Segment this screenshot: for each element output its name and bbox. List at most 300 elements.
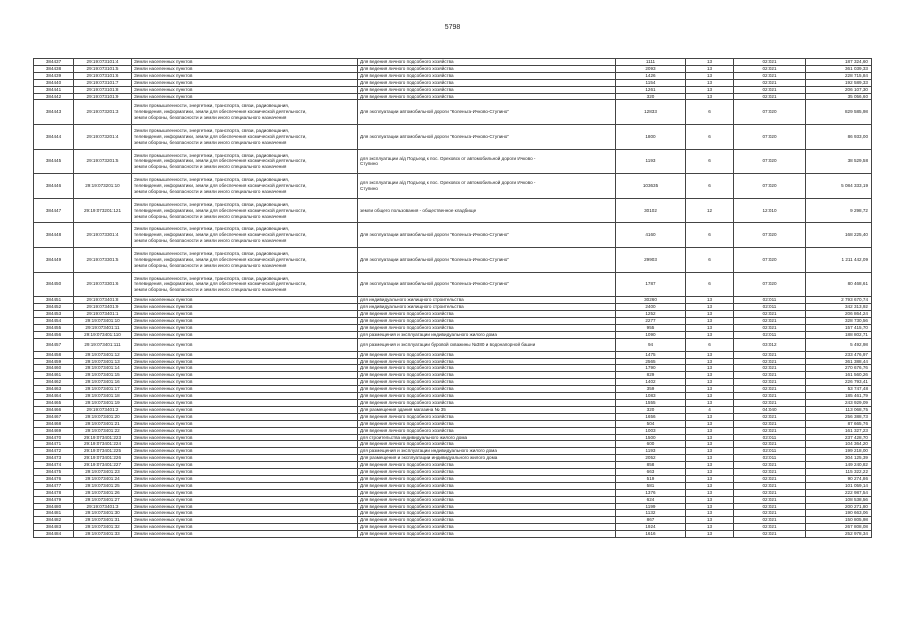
cell-z: 6 — [686, 125, 734, 150]
cell-id: 384450 — [34, 272, 74, 297]
land-cadastral-table — [33, 58, 872, 538]
cell-cad: 29:19:073101:7 — [74, 79, 132, 86]
table-row — [34, 331, 872, 338]
cell-code: 02:021 — [734, 393, 806, 400]
cell-cost: 188 802,71 — [806, 331, 872, 338]
cell-code: 02:011 — [734, 434, 806, 441]
cell-cost: 5 084 333,19 — [806, 174, 872, 199]
table-row — [34, 482, 872, 489]
cell-z: 4 — [686, 406, 734, 413]
cell-area: 2052 — [616, 455, 686, 462]
cell-cad: 29:19:073401:226 — [74, 455, 132, 462]
cell-cat: Земли населенных пунктов — [132, 297, 358, 304]
cell-cat: Земли промышленности, энергетики, транспорта, связи, радиовещания, телевидения, информатики, земли для обеспечения космической деятельности, земли обороны, безопасности и земли иного специального назначения — [132, 100, 358, 125]
cell-cad: 29:19:073401:8 — [74, 297, 132, 304]
cell-cost: 86 933,00 — [806, 125, 872, 150]
cell-area: 320 — [616, 406, 686, 413]
cell-cat: Земли населенных пунктов — [132, 469, 358, 476]
cell-id: 384467 — [34, 413, 74, 420]
cell-code: 07:020 — [734, 100, 806, 125]
cell-cad: 29:19:073201:5 — [74, 149, 132, 174]
cell-z: 13 — [686, 358, 734, 365]
cell-id: 384484 — [34, 531, 74, 538]
cell-cad: 29:19:073401:225 — [74, 448, 132, 455]
cell-cost: 252 978,34 — [806, 531, 872, 538]
cell-code: 02:021 — [734, 496, 806, 503]
cell-cat: Земли населенных пунктов — [132, 72, 358, 79]
cell-cat: Земли населенных пунктов — [132, 304, 358, 311]
cell-code: 02:021 — [734, 482, 806, 489]
cell-id: 384446 — [34, 174, 74, 199]
cell-cost: 226 793,41 — [806, 379, 872, 386]
cell-z: 13 — [686, 413, 734, 420]
cell-area: 600 — [616, 441, 686, 448]
cell-cad: 29:19:073401:30 — [74, 510, 132, 517]
cell-z: 13 — [686, 475, 734, 482]
cell-code: 02:011 — [734, 297, 806, 304]
table-row — [34, 86, 872, 93]
cell-cost: 328 730,56 — [806, 317, 872, 324]
cell-cad: 29:19:073401:224 — [74, 441, 132, 448]
cell-code: 02:021 — [734, 324, 806, 331]
cell-cost: 161 327,23 — [806, 427, 872, 434]
cell-cost: 829 585,98 — [806, 100, 872, 125]
cell-cost: 108 538,56 — [806, 496, 872, 503]
cell-id: 384476 — [34, 475, 74, 482]
cell-id: 384475 — [34, 469, 74, 476]
table-row — [34, 338, 872, 351]
cell-cat: Земли населенных пунктов — [132, 65, 358, 72]
cell-cost: 206 107,30 — [806, 86, 872, 93]
cell-code: 02:021 — [734, 372, 806, 379]
cell-cost: 157 415,70 — [806, 324, 872, 331]
cell-cad: 29:19:073401:9 — [74, 304, 132, 311]
cell-cad: 29:19:073401:1 — [74, 311, 132, 318]
table-row — [34, 434, 872, 441]
table-row — [34, 100, 872, 125]
table-row — [34, 93, 872, 100]
cell-code: 02:021 — [734, 386, 806, 393]
cell-area: 829 — [616, 372, 686, 379]
cell-cat: Земли населенных пунктов — [132, 441, 358, 448]
cell-id: 384478 — [34, 489, 74, 496]
cell-cat: Земли промышленности, энергетики, транспорта, связи, радиовещания, телевидения, информатики, земли для обеспечения космической деятельности, земли обороны, безопасности и земли иного специального назначения — [132, 125, 358, 150]
table-row — [34, 351, 872, 358]
cell-cost: 192 589,33 — [806, 79, 872, 86]
table-row — [34, 517, 872, 524]
cell-cat: Земли населенных пунктов — [132, 406, 358, 413]
cell-area: 519 — [616, 475, 686, 482]
cell-cad: 29:19:073401:17 — [74, 386, 132, 393]
cell-use: для строительства индивидуального жилого дома — [358, 434, 616, 441]
cell-cad: 29:19:073401:23 — [74, 469, 132, 476]
cell-cat: Земли промышленности, энергетики, транспорта, связи, радиовещания, телевидения, информатики, земли для обеспечения космической деятельности, земли обороны, безопасности и земли иного специального назначения — [132, 248, 358, 273]
cell-z: 13 — [686, 399, 734, 406]
cell-code: 02:021 — [734, 79, 806, 86]
table-row — [34, 297, 872, 304]
cell-area: 581 — [616, 482, 686, 489]
cell-area: 1111 — [616, 59, 686, 66]
cell-cat: Земли населенных пунктов — [132, 358, 358, 365]
table-row — [34, 311, 872, 318]
table-row — [34, 125, 872, 150]
cell-id: 384451 — [34, 297, 74, 304]
cell-cat: Земли населенных пунктов — [132, 372, 358, 379]
cell-code: 02:021 — [734, 503, 806, 510]
cell-z: 6 — [686, 149, 734, 174]
cell-cat: Земли населенных пунктов — [132, 93, 358, 100]
table-row — [34, 475, 872, 482]
cell-cost: 304 125,39 — [806, 455, 872, 462]
cell-id: 384460 — [34, 365, 74, 372]
cell-code: 02:021 — [734, 462, 806, 469]
cell-code: 02:011 — [734, 331, 806, 338]
cell-use: Для ведения личного подсобного хозяйства — [358, 379, 616, 386]
cell-id: 384463 — [34, 386, 74, 393]
cell-id: 384465 — [34, 399, 74, 406]
cell-cost: 168 225,40 — [806, 223, 872, 248]
cell-cost: 101 059,14 — [806, 482, 872, 489]
cell-id: 384480 — [34, 503, 74, 510]
cell-cost: 185 461,79 — [806, 393, 872, 400]
cell-id: 384459 — [34, 358, 74, 365]
cell-code: 02:021 — [734, 524, 806, 531]
cell-cost: 237 428,70 — [806, 434, 872, 441]
cell-cad: 29:19:073401:26 — [74, 489, 132, 496]
cell-use: Для ведения личного подсобного хозяйства — [358, 427, 616, 434]
cell-use: Для эксплуатации автомобильной дороги "Коленьга-Ичково-Ступино" — [358, 272, 616, 297]
cell-use: Для ведения личного подсобного хозяйства — [358, 386, 616, 393]
cell-cat: Земли населенных пунктов — [132, 420, 358, 427]
cell-z: 13 — [686, 386, 734, 393]
cell-cat: Земли населенных пунктов — [132, 79, 358, 86]
cell-cad: 29:19:073401:13 — [74, 358, 132, 365]
table-row — [34, 379, 872, 386]
table-row — [34, 304, 872, 311]
cell-area: 1500 — [616, 434, 686, 441]
table-row — [34, 455, 872, 462]
table-row — [34, 427, 872, 434]
cell-cost: 222 987,54 — [806, 489, 872, 496]
cell-z: 13 — [686, 531, 734, 538]
cell-use: Для ведения личного подсобного хозяйства — [358, 72, 616, 79]
cell-cost: 2 793 670,74 — [806, 297, 872, 304]
cell-id: 384471 — [34, 441, 74, 448]
cell-area: 2565 — [616, 358, 686, 365]
cell-area: 1402 — [616, 379, 686, 386]
cell-z: 12 — [686, 198, 734, 223]
table-row — [34, 65, 872, 72]
cell-z: 13 — [686, 441, 734, 448]
cell-use: для индивидуального жилищного строительства — [358, 304, 616, 311]
cell-id: 384482 — [34, 517, 74, 524]
cell-cost: 113 068,75 — [806, 406, 872, 413]
cell-use: Для ведения личного подсобного хозяйства — [358, 324, 616, 331]
cell-cost: 228 715,84 — [806, 72, 872, 79]
cell-z: 13 — [686, 503, 734, 510]
cell-z: 13 — [686, 86, 734, 93]
cell-cad: 29:19:073401:20 — [74, 413, 132, 420]
cell-z: 6 — [686, 223, 734, 248]
cell-code: 02:021 — [734, 441, 806, 448]
cell-use: Для ведения личного подсобного хозяйства — [358, 317, 616, 324]
cell-cat: Земли населенных пунктов — [132, 448, 358, 455]
cell-code: 07:020 — [734, 248, 806, 273]
cell-cad: 29:19:073401:227 — [74, 462, 132, 469]
cell-z: 13 — [686, 379, 734, 386]
cell-use: Для эксплуатации автомобильной дороги "Коленьга-Ичково-Ступино" — [358, 100, 616, 125]
cell-cat: Земли населенных пунктов — [132, 434, 358, 441]
cell-cat: Земли населенных пунктов — [132, 524, 358, 531]
cell-cost: 150 805,98 — [806, 517, 872, 524]
cell-use: Для ведения личного подсобного хозяйства — [358, 365, 616, 372]
cell-area: 1083 — [616, 393, 686, 400]
cell-area: 504 — [616, 420, 686, 427]
cell-cost: 90 274,86 — [806, 475, 872, 482]
cell-code: 02:021 — [734, 510, 806, 517]
cell-id: 384479 — [34, 496, 74, 503]
cell-cat: Земли населенных пунктов — [132, 331, 358, 338]
cell-area: 103635 — [616, 174, 686, 199]
cell-area: 359 — [616, 386, 686, 393]
cell-cat: Земли населенных пунктов — [132, 317, 358, 324]
table-row — [34, 372, 872, 379]
cell-area: 2400 — [616, 304, 686, 311]
cell-area: 94 — [616, 338, 686, 351]
cell-id: 384442 — [34, 93, 74, 100]
cell-cost: 149 240,82 — [806, 462, 872, 469]
cell-cat: Земли промышленности, энергетики, транспорта, связи, радиовещания, телевидения, информатики, земли для обеспечения космической деятельности, земли обороны, безопасности и земли иного специального назначения — [132, 198, 358, 223]
cell-use: Для ведения личного подсобного хозяйства — [358, 79, 616, 86]
cell-area: 4160 — [616, 223, 686, 248]
table-row — [34, 496, 872, 503]
cell-z: 6 — [686, 338, 734, 351]
cell-cad: 29:19:073101:6 — [74, 72, 132, 79]
cell-cat: Земли населенных пунктов — [132, 413, 358, 420]
cell-cad: 29:19:073401:11 — [74, 324, 132, 331]
cell-z: 6 — [686, 174, 734, 199]
table-row — [34, 413, 872, 420]
cell-cad: 29:19:073301:6 — [74, 272, 132, 297]
cell-id: 384453 — [34, 311, 74, 318]
cell-cat: Земли населенных пунктов — [132, 462, 358, 469]
cell-cad: 29:19:073101:8 — [74, 86, 132, 93]
cell-code: 02:021 — [734, 379, 806, 386]
cell-cad: 29:19:073401:2 — [74, 406, 132, 413]
cell-cost: 270 676,76 — [806, 365, 872, 372]
cell-id: 384461 — [34, 372, 74, 379]
cell-cad: 29:19:073401:223 — [74, 434, 132, 441]
cell-z: 13 — [686, 448, 734, 455]
cell-area: 858 — [616, 462, 686, 469]
cell-cat: Земли населенных пунктов — [132, 455, 358, 462]
cell-id: 384458 — [34, 351, 74, 358]
cell-id: 384439 — [34, 72, 74, 79]
table-row — [34, 358, 872, 365]
table-row — [34, 365, 872, 372]
cell-code: 02:021 — [734, 311, 806, 318]
cell-area: 1787 — [616, 272, 686, 297]
cell-use: для размещения и эксплуатации индивидуального жилого дома — [358, 331, 616, 338]
cell-id: 384456 — [34, 331, 74, 338]
cell-cat: Земли населенных пунктов — [132, 489, 358, 496]
cell-area: 1924 — [616, 524, 686, 531]
cell-area: 1426 — [616, 72, 686, 79]
cell-z: 13 — [686, 489, 734, 496]
cell-z: 13 — [686, 324, 734, 331]
table-row — [34, 198, 872, 223]
cell-z: 13 — [686, 462, 734, 469]
cell-cat: Земли промышленности, энергетики, транспорта, связи, радиовещания, телевидения, информатики, земли для обеспечения космической деятельности, земли обороны, безопасности и земли иного специального назначения — [132, 272, 358, 297]
cell-code: 02:021 — [734, 72, 806, 79]
cell-area: 1193 — [616, 149, 686, 174]
cell-cad: 29:19:073201:4 — [74, 125, 132, 150]
table-row — [34, 503, 872, 510]
cell-area: 12833 — [616, 100, 686, 125]
cell-id: 384437 — [34, 59, 74, 66]
cell-id: 384472 — [34, 448, 74, 455]
cell-z: 13 — [686, 331, 734, 338]
cell-id: 384452 — [34, 304, 74, 311]
cell-area: 29903 — [616, 248, 686, 273]
cell-use: Для эксплуатации автомобильной дороги "Коленьга-Ичково-Ступино" — [358, 223, 616, 248]
cell-id: 384473 — [34, 455, 74, 462]
cell-area: 1154 — [616, 79, 686, 86]
cell-code: 02:011 — [734, 448, 806, 455]
cell-code: 02:021 — [734, 351, 806, 358]
cell-cat: Земли населенных пунктов — [132, 311, 358, 318]
cell-area: 1132 — [616, 510, 686, 517]
table-row — [34, 223, 872, 248]
table-row — [34, 531, 872, 538]
cell-use: Для ведения личного подсобного хозяйства — [358, 86, 616, 93]
cell-cad: 29:19:073201:121 — [74, 198, 132, 223]
table-row — [34, 469, 872, 476]
cell-cat: Земли населенных пунктов — [132, 427, 358, 434]
cell-cat: Земли населенных пунктов — [132, 503, 358, 510]
table-row — [34, 393, 872, 400]
cell-id: 384457 — [34, 338, 74, 351]
cell-cat: Земли населенных пунктов — [132, 86, 358, 93]
table-row — [34, 324, 872, 331]
cell-cost: 5 492,98 — [806, 338, 872, 351]
cell-area: 30260 — [616, 297, 686, 304]
cell-id: 384440 — [34, 79, 74, 86]
cell-use: Для ведения личного подсобного хозяйства — [358, 372, 616, 379]
cell-code: 02:021 — [734, 469, 806, 476]
table-row — [34, 524, 872, 531]
cell-use: для размещения и эксплуатации буровой скважины №380 и водонапорной башни — [358, 338, 616, 351]
table-row — [34, 406, 872, 413]
cell-code: 07:020 — [734, 272, 806, 297]
table-row — [34, 79, 872, 86]
cell-id: 384481 — [34, 510, 74, 517]
cell-z: 13 — [686, 496, 734, 503]
cell-code: 07:020 — [734, 149, 806, 174]
cell-cad: 29:19:073201:3 — [74, 100, 132, 125]
cell-area: 1790 — [616, 365, 686, 372]
cell-id: 384469 — [34, 427, 74, 434]
cell-code: 03:012 — [734, 338, 806, 351]
cell-use: Для ведения личного подсобного хозяйства — [358, 482, 616, 489]
cell-cat: Земли промышленности, энергетики, транспорта, связи, радиовещания, телевидения, информатики, земли для обеспечения космической деятельности, земли обороны, безопасности и земли иного специального назначения — [132, 223, 358, 248]
cell-code: 02:021 — [734, 489, 806, 496]
cell-code: 02:021 — [734, 86, 806, 93]
cell-use: Для ведения личного подсобного хозяйства — [358, 399, 616, 406]
cell-area: 320 — [616, 93, 686, 100]
cell-code: 02:021 — [734, 399, 806, 406]
cell-use: Для ведения личного подсобного хозяйства — [358, 59, 616, 66]
cell-cad: 29:19:073101:9 — [74, 93, 132, 100]
cell-id: 384477 — [34, 482, 74, 489]
cell-cad: 29:19:073401:19 — [74, 399, 132, 406]
cell-use: Для эксплуатации автомобильной дороги "Коленьга-Ичково-Ступино" — [358, 248, 616, 273]
cell-cost: 361 388,44 — [806, 358, 872, 365]
cell-code: 02:021 — [734, 413, 806, 420]
cell-z: 13 — [686, 434, 734, 441]
cell-id: 384448 — [34, 223, 74, 248]
cell-cat: Земли населенных пунктов — [132, 475, 358, 482]
cell-id: 384445 — [34, 149, 74, 174]
cell-cad: 29:19:073401:3 — [74, 503, 132, 510]
cell-id: 384444 — [34, 125, 74, 150]
cell-cost: 267 808,08 — [806, 524, 872, 531]
cell-cad: 29:19:073401:16 — [74, 379, 132, 386]
cell-use: Для ведения личного подсобного хозяйства — [358, 393, 616, 400]
cell-cost: 80 468,61 — [806, 272, 872, 297]
cell-code: 02:021 — [734, 517, 806, 524]
cell-id: 384449 — [34, 248, 74, 273]
cell-cost: 256 388,73 — [806, 413, 872, 420]
table-row — [34, 462, 872, 469]
cell-code: 02:021 — [734, 65, 806, 72]
cell-area: 663 — [616, 469, 686, 476]
table-row — [34, 59, 872, 66]
cell-code: 07:020 — [734, 223, 806, 248]
cell-use: Для ведения личного подсобного хозяйства — [358, 351, 616, 358]
cell-cost: 104 364,20 — [806, 441, 872, 448]
cell-id: 384470 — [34, 434, 74, 441]
cell-area: 2277 — [616, 317, 686, 324]
cell-cost: 342 313,92 — [806, 304, 872, 311]
page-number: 5798 — [444, 24, 461, 31]
cell-z: 13 — [686, 469, 734, 476]
cell-cad: 29:19:073401:12 — [74, 351, 132, 358]
cell-cad: 29:19:073401:33 — [74, 531, 132, 538]
table-row — [34, 448, 872, 455]
cell-cad: 29:19:073401:27 — [74, 496, 132, 503]
cell-cost: 243 929,09 — [806, 399, 872, 406]
cell-cad: 29:19:073401:21 — [74, 420, 132, 427]
cell-cat: Земли населенных пунктов — [132, 531, 358, 538]
cell-z: 13 — [686, 93, 734, 100]
cell-code: 12:010 — [734, 198, 806, 223]
cell-cost: 161 560,26 — [806, 372, 872, 379]
table-row — [34, 386, 872, 393]
cell-z: 13 — [686, 317, 734, 324]
cell-code: 02:021 — [734, 317, 806, 324]
cell-code: 04:040 — [734, 406, 806, 413]
cell-code: 02:021 — [734, 420, 806, 427]
cell-use: Для ведения личного подсобного хозяйства — [358, 475, 616, 482]
cell-area: 1376 — [616, 489, 686, 496]
cell-code: 02:011 — [734, 304, 806, 311]
cell-use: Для ведения личного подсобного хозяйства — [358, 311, 616, 318]
cell-cost: 361 039,33 — [806, 65, 872, 72]
cell-z: 13 — [686, 482, 734, 489]
cell-code: 07:020 — [734, 125, 806, 150]
cell-use: Для ведения личного подсобного хозяйства — [358, 524, 616, 531]
